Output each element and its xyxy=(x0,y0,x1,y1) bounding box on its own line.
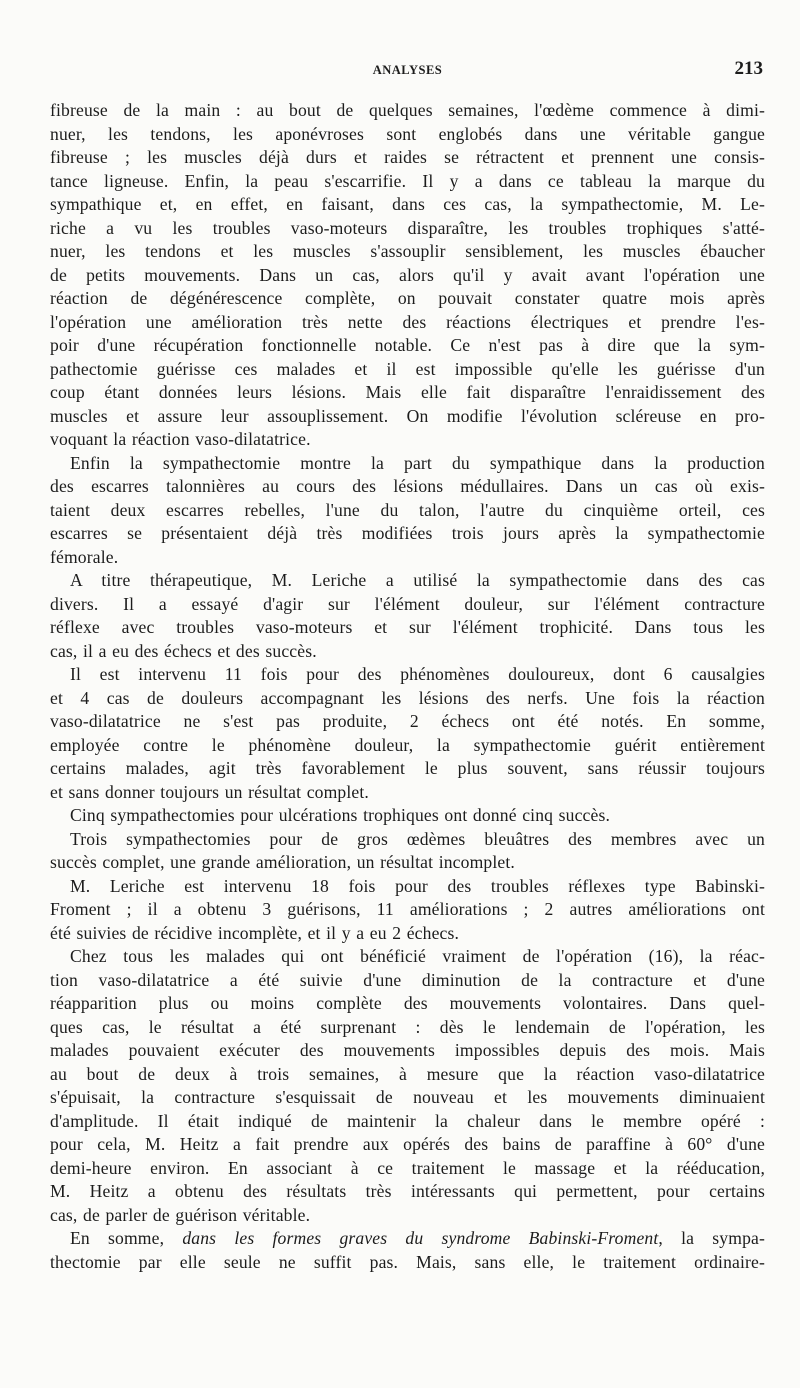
text-line: Trois sympathectomies pour de gros œdèmes bleuâtres des membres avec un xyxy=(70,828,765,849)
text-line: M. Leriche est intervenu 18 fois pour des troubles réflexes type Babinski- xyxy=(70,875,765,896)
text-line: succès complet, une grande amélioration, un résultat incomplet. xyxy=(50,852,515,872)
text-line: sympathique et, en effet, en faisant, dans ces cas, la sympathectomie, M. Le- xyxy=(50,194,765,214)
text-line: et 4 cas de douleurs accompagnant les lésions des nerfs. Une fois la réaction xyxy=(50,687,765,708)
text-line xyxy=(50,1227,765,1251)
text-line: coup étant données leurs lésions. Mais elle fait disparaître l'enraidissement des xyxy=(50,382,765,402)
text-line: pour cela, M. Heitz a fait prendre aux opérés des bains de paraffine à 60° d'une xyxy=(50,1134,765,1154)
text-line: malades pouvaient exécuter des mouvements impossibles depuis des mois. Mais xyxy=(50,1040,765,1060)
text-line: Enfin la sympathectomie montre la part du sympathique dans la production xyxy=(70,452,765,473)
text-line: fémorale. xyxy=(50,546,119,567)
text-line: riche a vu les troubles vaso-moteurs disparaître, les troubles trophiques s'atté- xyxy=(50,217,765,238)
page-header xyxy=(50,58,765,82)
text-segment: , la sympa- xyxy=(658,1228,765,1248)
text-line: fibreuse ; les muscles déjà durs et raides se rétractent et prennent une consis- xyxy=(50,147,765,167)
text-line: des escarres talonnières au cours des lésions médullaires. Dans un cas où exis- xyxy=(50,476,765,496)
text-line: cas, de parler de guérison véritable. xyxy=(50,1204,311,1225)
text-line: et sans donner toujours un résultat complet. xyxy=(50,781,369,802)
text-line: cas, il a eu des échecs et des succès. xyxy=(50,640,317,661)
text-line: au bout de deux à trois semaines, à mesure que la réaction vaso-dilatatrice xyxy=(50,1063,765,1084)
text-line: employée contre le phénomène douleur, la sympathectomie guérit entièrement xyxy=(50,734,765,755)
text-line: divers. Il a essayé d'agir sur l'élément douleur, sur l'élément contracture xyxy=(50,593,765,614)
text-line: Froment ; il a obtenu 3 guérisons, 11 améliorations ; 2 autres améliorations ont xyxy=(50,899,765,919)
text-line: nuer, les tendons, les aponévroses sont englobés dans une véritable gangue xyxy=(50,123,765,144)
text-line: réflexe avec troubles vaso-moteurs et sur l'élément trophicité. Dans tous les xyxy=(50,617,765,637)
text-line: nuer, les tendons et les muscles s'assouplir sensiblement, les muscles ébaucher xyxy=(50,241,765,261)
text-line: s'épuisait, la contracture s'esquissait de nouveau et les mouvements diminuaient xyxy=(50,1087,765,1107)
page-number: 213 xyxy=(734,58,763,79)
text-line: poir d'une récupération fonctionnelle notable. Ce n'est pas à dire que la sym- xyxy=(50,335,765,355)
text-line: réaction de dégénérescence complète, on pouvait constater quatre mois après xyxy=(50,288,765,308)
italic-phrase: dans les formes graves du syndrome Babinski-Froment xyxy=(182,1228,659,1248)
text-line: taient deux escarres rebelles, l'une du talon, l'autre du cinquième orteil, ces xyxy=(50,499,765,520)
text-line: A titre thérapeutique, M. Leriche a utilisé la sympathectomie dans des cas xyxy=(70,570,765,590)
text-line: thectomie par elle seule ne suffit pas. Mais, sans elle, le traitement ordinaire- xyxy=(50,1251,765,1272)
text-line: vaso-dilatatrice ne s'est pas produite, 2 échecs ont été notés. En somme, xyxy=(50,711,765,731)
text-line: pathectomie guérisse ces malades et il est impossible qu'elle les guérisse d'un xyxy=(50,358,765,379)
running-title: ANALYSES xyxy=(372,63,443,77)
text-line: de petits mouvements. Dans un cas, alors qu'il y avait avant l'opération une xyxy=(50,264,765,285)
text-line: voquant la réaction vaso-dilatatrice. xyxy=(50,429,311,449)
text-line: muscles et assure leur assouplissement. On modifie l'évolution scléreuse en pro- xyxy=(50,405,765,426)
body-text xyxy=(50,99,765,1274)
text-line: demi-heure environ. En associant à ce traitement le massage et la rééducation, xyxy=(50,1157,765,1178)
text-line: fibreuse de la main : au bout de quelques semaines, l'œdème commence à dimi- xyxy=(50,100,765,120)
text-line: M. Heitz a obtenu des résultats très intéressants qui permettent, pour certains xyxy=(50,1181,765,1201)
text-line: tance ligneuse. Enfin, la peau s'escarrifie. Il y a dans ce tableau la marque du xyxy=(50,170,765,191)
text-line: Cinq sympathectomies pour ulcérations trophiques ont donné cinq succès. xyxy=(70,805,611,825)
text-line: Il est intervenu 11 fois pour des phénomènes douloureux, dont 6 causalgies xyxy=(70,664,765,684)
text-line: Chez tous les malades qui ont bénéficié vraiment de l'opération (16), la réac- xyxy=(70,946,765,966)
text-line: escarres se présentaient déjà très modifiées trois jours après la sympathectomie xyxy=(50,523,765,543)
text-line: ques cas, le résultat a été surprenant : dès le lendemain de l'opération, les xyxy=(50,1016,765,1037)
text-line: réapparition plus ou moins complète des mouvements volontaires. Dans quel- xyxy=(50,993,765,1013)
text-line: été suivies de récidive incomplète, et il y a eu 2 échecs. xyxy=(50,922,460,943)
text-line: tion vaso-dilatatrice a été suivie d'une diminution de la contracture et d'une xyxy=(50,969,765,990)
text-segment: En somme, xyxy=(70,1228,183,1248)
text-line: d'amplitude. Il était indiqué de maintenir la chaleur dans le membre opéré : xyxy=(50,1110,765,1131)
text-line: l'opération une amélioration très nette des réactions électriques et prendre l'es- xyxy=(50,311,765,332)
text-line: certains malades, agit très favorablement le plus souvent, sans réussir toujours xyxy=(50,758,765,778)
